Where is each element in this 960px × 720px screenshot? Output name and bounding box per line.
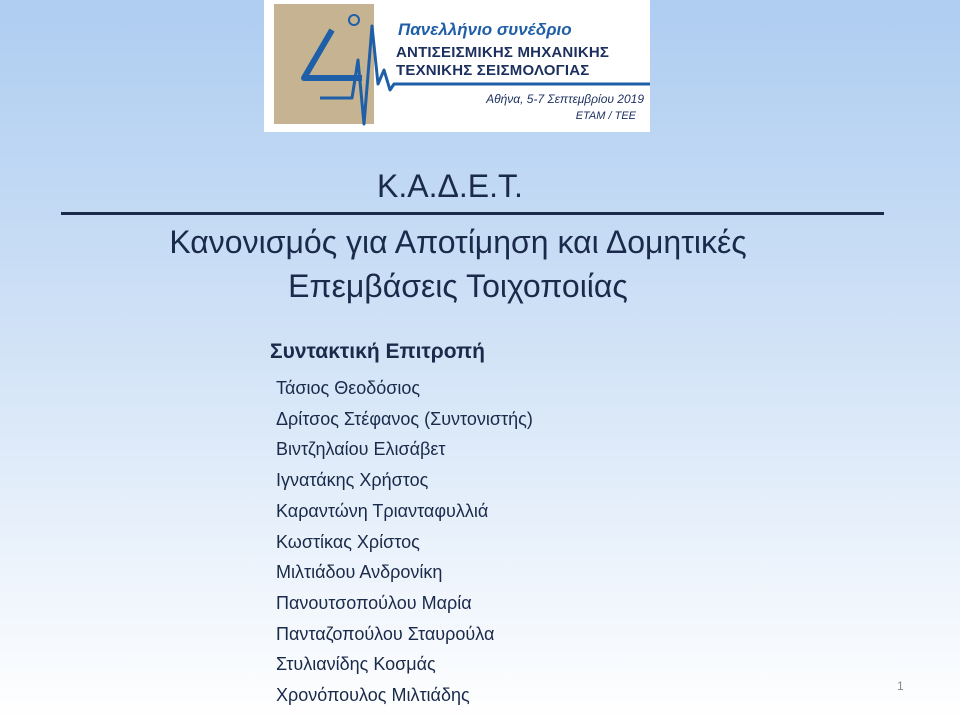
slide-title-abbreviation: Κ.Α.Δ.Ε.Τ.: [377, 168, 523, 204]
committee-member: Στυλιανίδης Κοσμάς: [276, 654, 436, 675]
logo-date-location: Αθήνα, 5-7 Σεπτεμβρίου 2019: [486, 92, 644, 106]
slide-title-line-2: Επεμβάσεις Τοιχοποιίας: [288, 268, 628, 304]
committee-member: Πανταζοπούλου Σταυρούλα: [276, 623, 495, 644]
committee-member: Ιγνατάκης Χρήστος: [276, 470, 429, 491]
slide-title-line-1: Κανονισμός για Αποτίμηση και Δομητικές: [169, 224, 747, 260]
committee-member: Μιλτιάδου Ανδρονίκη: [276, 562, 443, 583]
committee-member: Καραντώνη Τριανταφυλλιά: [276, 500, 489, 521]
logo-degree: [264, 0, 265, 1]
logo-title-line-1: ΑΝΤΙΣΕΙΣΜΙΚΗΣ ΜΗΧΑΝΙΚΗΣ: [396, 44, 610, 61]
logo-numeral-strokes: [304, 30, 362, 78]
committee-member: Κωστίκας Χρίστος: [276, 531, 420, 552]
logo-title-line-2: ΤΕΧΝΙΚΗΣ ΣΕΙΣΜΟΛΟΓΙΑΣ: [396, 62, 590, 79]
committee-member-list: [276, 373, 533, 711]
conference-logo: [264, 0, 650, 132]
slide-page-number: 1: [897, 679, 904, 693]
slide-title: [0, 220, 916, 308]
committee-member: Χρονόπουλος Μιλτιάδης: [276, 685, 470, 706]
logo-organizers: ΕΤΑΜ / ΤΕΕ: [575, 110, 636, 122]
title-divider: [61, 212, 884, 215]
committee-member: Τάσιος Θεοδόσιος: [276, 378, 421, 398]
committee-member: Πανουτσοπούλου Μαρία: [276, 592, 472, 613]
logo-degree-circle: [349, 15, 359, 25]
committee-heading: Συντακτική Επιτροπή: [270, 340, 485, 363]
committee-member: Βιντζηλαίου Ελισάβετ: [276, 439, 446, 460]
logo-numeral: 4: [282, 118, 283, 119]
committee-member: Δρίτσος Στέφανος (Συντονιστής): [276, 408, 533, 429]
logo-conference-label: Πανελλήνιο συνέδριο: [398, 20, 572, 39]
